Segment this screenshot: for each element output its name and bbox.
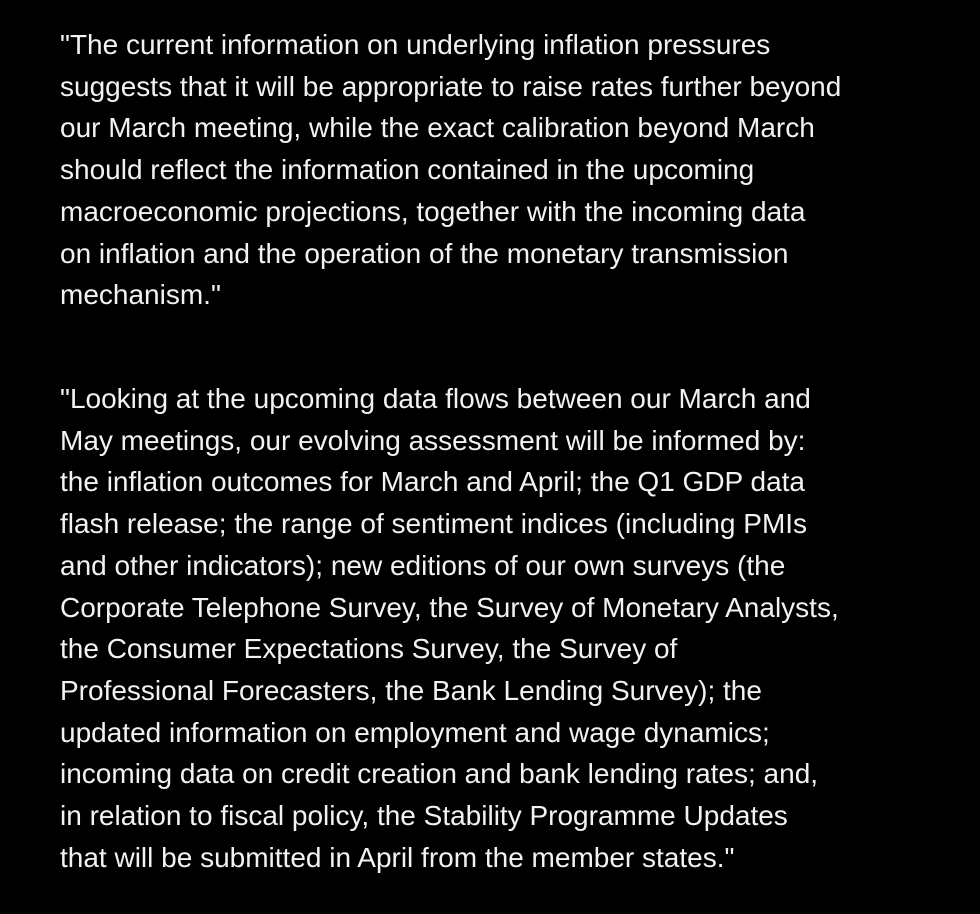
quote-paragraph-1 <box>60 24 841 316</box>
quote-2-line: incoming data on credit creation and bank lending rates; and, <box>60 758 819 790</box>
quote-2-line: Corporate Telephone Survey, the Survey of Monetary Analysts, <box>60 591 839 623</box>
quote-2-line: in relation to fiscal policy, the Stability Programme Updates <box>60 800 788 832</box>
quote-2-line: that will be submitted in April from the member states." <box>60 841 735 873</box>
quote-1-line: mechanism." <box>60 279 221 311</box>
quote-2-line: flash release; the range of sentiment indices (including PMIs <box>60 508 808 540</box>
quote-2-line: the inflation outcomes for March and April; the Q1 GDP data <box>60 466 805 498</box>
quote-2-line: Professional Forecasters, the Bank Lending Survey); the <box>60 674 762 706</box>
quote-2-line: "Looking at the upcoming data flows between our March and <box>60 383 811 414</box>
quote-2-line: the Consumer Expectations Survey, the Survey of <box>60 633 678 665</box>
quote-1-line: on inflation and the operation of the monetary transmission <box>60 237 789 269</box>
quote-2-line: May meetings, our evolving assessment will be informed by: <box>60 424 806 456</box>
quote-1-line: should reflect the information contained in the upcoming <box>60 154 755 186</box>
quote-2-line: and other indicators); new editions of our own surveys (the <box>60 549 786 581</box>
quote-2-line: updated information on employment and wage dynamics; <box>60 716 770 748</box>
quote-paragraph-2 <box>60 378 839 878</box>
quote-1-line: suggests that it will be appropriate to raise rates further beyond <box>60 70 842 102</box>
quote-1-line: macroeconomic projections, together with the incoming data <box>60 195 806 227</box>
quote-1-line: "The current information on underlying inflation pressures <box>60 29 771 60</box>
quote-1-line: our March meeting, while the exact calibration beyond March <box>60 112 815 144</box>
